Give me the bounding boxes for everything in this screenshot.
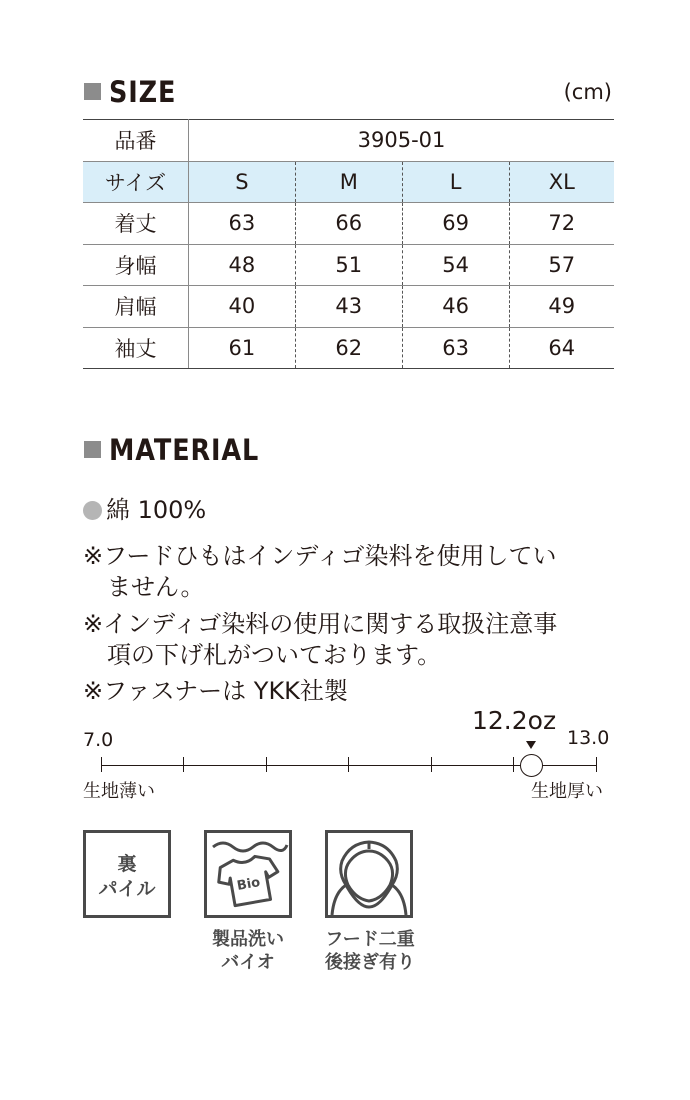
size-l: L bbox=[402, 161, 509, 203]
gauge-value-label: 12.2oz bbox=[472, 706, 557, 735]
bio-wash-caption bbox=[196, 928, 300, 974]
size-s: S bbox=[189, 161, 296, 203]
size-xl: XL bbox=[509, 161, 614, 203]
table-cell: 40 bbox=[189, 286, 296, 328]
bullet-dot bbox=[83, 501, 102, 520]
fabric-composition: 綿 100% bbox=[106, 496, 207, 524]
table-cell: 72 bbox=[509, 203, 614, 245]
material-note: ません。 bbox=[107, 573, 205, 601]
gauge-max-label: 13.0 bbox=[567, 727, 610, 749]
material-note: ※インディゴ染料の使用に関する取扱注意事 bbox=[83, 610, 558, 638]
ura-pile-text-icon bbox=[83, 830, 171, 918]
size-label: サイズ bbox=[83, 161, 189, 203]
table-cell: 51 bbox=[295, 244, 402, 286]
table-cell: 64 bbox=[509, 327, 614, 369]
unit-label: (cm) bbox=[563, 80, 612, 104]
gauge-tick bbox=[101, 757, 102, 772]
caption-line: フード二重 bbox=[325, 929, 415, 950]
size-table bbox=[83, 119, 614, 369]
table-row bbox=[83, 244, 614, 286]
gauge-min-label: 7.0 bbox=[83, 729, 114, 751]
gauge-tick bbox=[348, 757, 349, 772]
table-cell: 46 bbox=[402, 286, 509, 328]
size-section-title: SIZE bbox=[109, 75, 177, 109]
bio-wash-shirt-graphic bbox=[207, 833, 289, 915]
table-cell: 69 bbox=[402, 203, 509, 245]
size-header-row bbox=[83, 161, 614, 203]
gauge-thick-label: 生地厚い bbox=[531, 781, 603, 802]
table-cell: 43 bbox=[295, 286, 402, 328]
icon-text: 裏 bbox=[117, 853, 137, 875]
caption-line: バイオ bbox=[221, 952, 275, 973]
row-label: 肩幅 bbox=[83, 286, 189, 328]
gauge-tick bbox=[431, 757, 432, 772]
material-note: ※フードひもはインディゴ染料を使用してい bbox=[83, 542, 557, 570]
table-cell: 48 bbox=[189, 244, 296, 286]
gauge-line-end bbox=[541, 765, 597, 766]
gauge-pointer-icon bbox=[526, 741, 536, 749]
double-hood-icon bbox=[325, 830, 413, 918]
size-section-marker bbox=[84, 83, 101, 100]
double-hood-caption bbox=[316, 928, 424, 974]
material-note: 項の下げ札がついております。 bbox=[107, 641, 442, 669]
icon-text: パイル bbox=[98, 878, 156, 900]
bio-wash-shirt-icon bbox=[204, 830, 292, 918]
product-row bbox=[83, 120, 614, 162]
gauge-tick bbox=[596, 757, 597, 772]
table-row bbox=[83, 286, 614, 328]
table-cell: 61 bbox=[189, 327, 296, 369]
table-cell: 49 bbox=[509, 286, 614, 328]
gauge-marker bbox=[520, 754, 543, 777]
gauge-tick bbox=[513, 757, 514, 772]
material-note: ※ファスナーは YKK社製 bbox=[83, 677, 348, 705]
table-cell: 57 bbox=[509, 244, 614, 286]
bio-text: Bio bbox=[235, 875, 262, 894]
table-cell: 54 bbox=[402, 244, 509, 286]
gauge-tick bbox=[183, 757, 184, 772]
gauge-line bbox=[101, 765, 531, 766]
row-label: 身幅 bbox=[83, 244, 189, 286]
table-cell: 63 bbox=[189, 203, 296, 245]
material-section-marker bbox=[84, 441, 101, 458]
table-cell: 66 bbox=[295, 203, 402, 245]
double-hood-graphic bbox=[328, 833, 410, 915]
fabric-line bbox=[83, 493, 206, 527]
row-label: 着丈 bbox=[83, 203, 189, 245]
caption-line: 製品洗い bbox=[212, 929, 284, 950]
size-m: M bbox=[295, 161, 402, 203]
gauge-thin-label: 生地薄い bbox=[83, 781, 155, 802]
table-row bbox=[83, 327, 614, 369]
table-cell: 62 bbox=[295, 327, 402, 369]
gauge-tick bbox=[266, 757, 267, 772]
product-code: 3905-01 bbox=[189, 120, 615, 162]
material-section-title: MATERIAL bbox=[109, 433, 260, 467]
table-cell: 63 bbox=[402, 327, 509, 369]
table-row bbox=[83, 203, 614, 245]
row-label: 袖丈 bbox=[83, 327, 189, 369]
product-label: 品番 bbox=[83, 120, 189, 162]
caption-line: 後接ぎ有り bbox=[325, 952, 415, 973]
